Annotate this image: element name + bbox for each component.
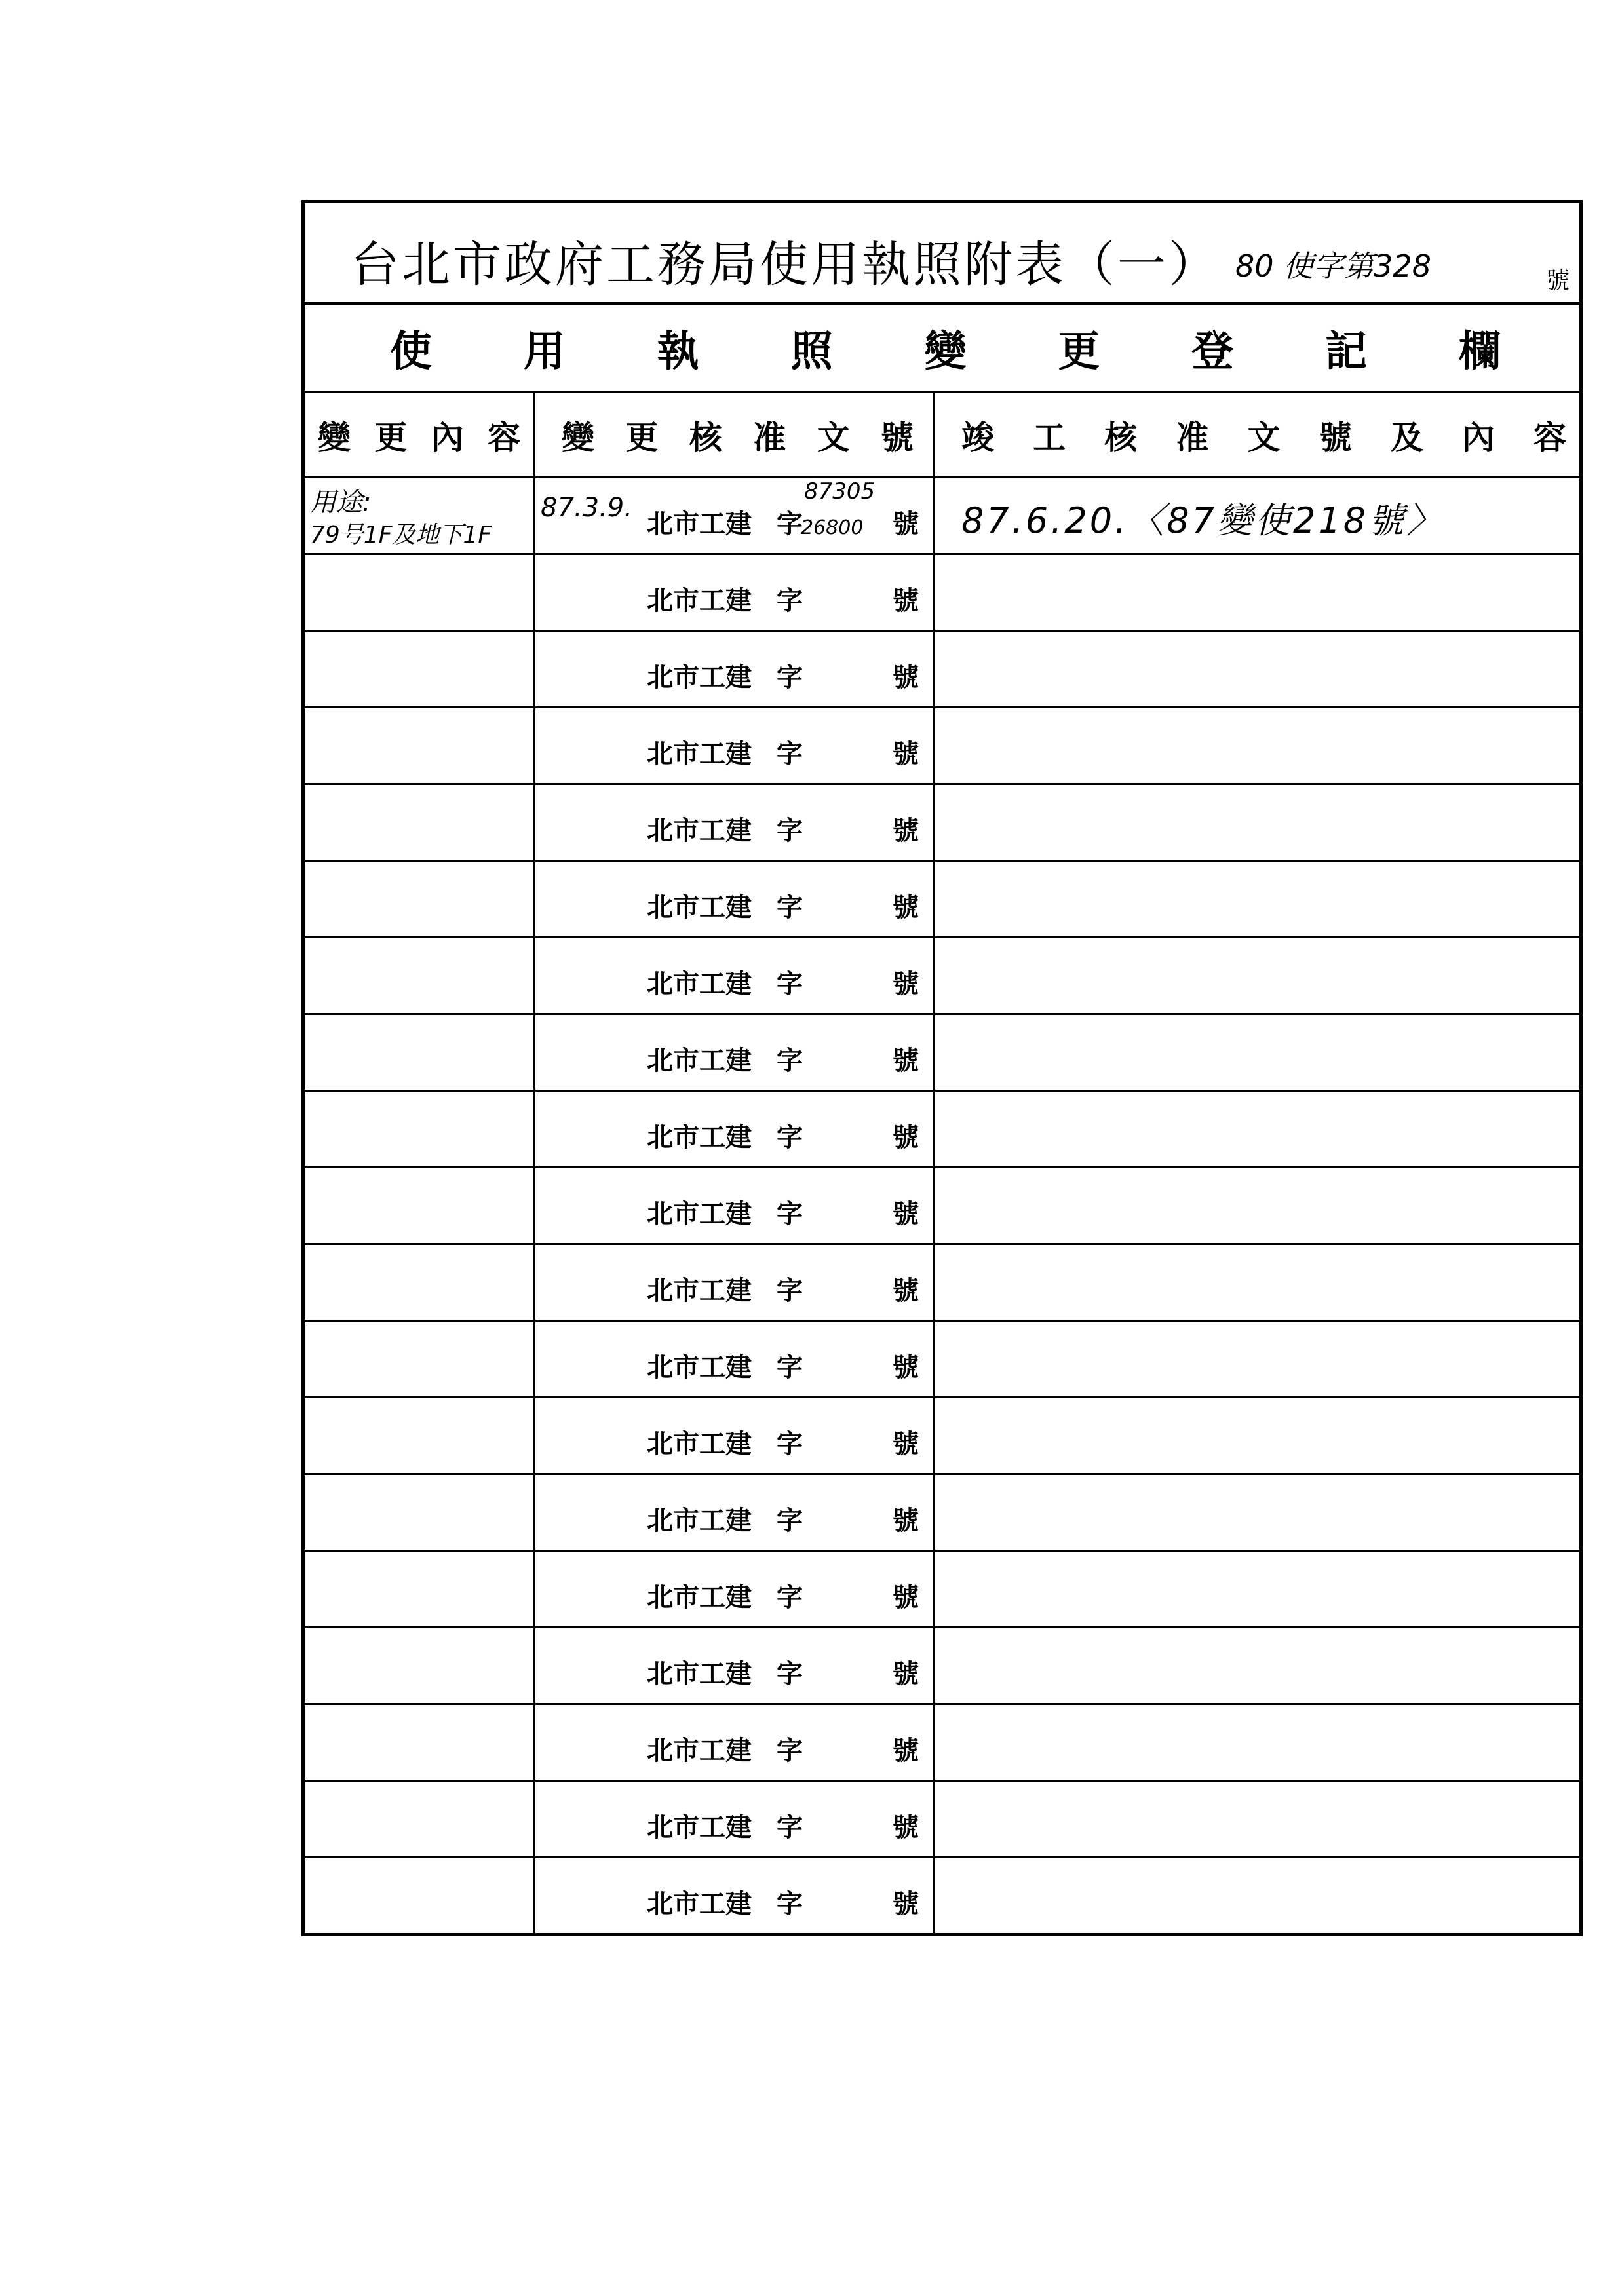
table-row xyxy=(305,555,1579,632)
header-char: 工 xyxy=(1033,417,1066,457)
banner-char: 照 xyxy=(790,326,833,376)
header-change-content xyxy=(305,393,535,476)
permit-appendix-table xyxy=(301,200,1583,1936)
hao-label: 號 xyxy=(893,585,919,616)
header-char: 更 xyxy=(374,417,408,457)
change-content-cell xyxy=(305,1475,535,1550)
zi-label: 字 xyxy=(777,1352,803,1383)
zi-label: 字 xyxy=(777,1505,803,1536)
hao-label: 號 xyxy=(893,1505,919,1536)
hao-label: 號 xyxy=(893,1658,919,1689)
header-char: 內 xyxy=(1461,417,1495,457)
zi-label: 字 xyxy=(777,508,803,539)
office-prefix: 北市工建 xyxy=(647,1352,752,1383)
office-prefix: 北市工建 xyxy=(647,1428,752,1459)
header-completion-approval xyxy=(935,393,1579,476)
completion-cell xyxy=(935,785,1579,860)
change-content-cell xyxy=(305,632,535,706)
office-prefix: 北市工建 xyxy=(647,1812,752,1843)
change-content-cell xyxy=(305,1245,535,1320)
table-row xyxy=(305,1322,1579,1398)
table-row xyxy=(305,1245,1579,1322)
change-register-grid xyxy=(305,393,1579,1935)
office-prefix: 北市工建 xyxy=(647,1505,752,1536)
zi-label: 字 xyxy=(777,1428,803,1459)
completion-cell xyxy=(935,1245,1579,1320)
document-title: 台北市政府工務局使用執照附表（一） xyxy=(351,237,1220,293)
completion-cell xyxy=(935,1628,1579,1703)
handwritten-completion-entry: 87.6.20.〈87變使218號〉 xyxy=(961,500,1445,541)
change-content-cell xyxy=(305,708,535,783)
header-char: 准 xyxy=(753,417,786,457)
completion-cell xyxy=(935,1015,1579,1090)
change-content-cell xyxy=(305,1398,535,1473)
approval-number-cell xyxy=(535,785,935,860)
zi-label: 字 xyxy=(777,1658,803,1689)
zi-label: 字 xyxy=(777,1888,803,1919)
header-char: 變 xyxy=(562,417,594,457)
approval-number-cell xyxy=(535,632,935,706)
permit-number-suffix: 號 xyxy=(1545,267,1570,294)
handwritten-approval-number-bottom: 26800 xyxy=(801,516,864,539)
banner-char: 執 xyxy=(657,326,699,376)
header-char: 文 xyxy=(1247,417,1281,457)
completion-cell xyxy=(935,862,1579,936)
approval-number-cell xyxy=(535,1015,935,1090)
table-row xyxy=(305,1552,1579,1628)
hao-label: 號 xyxy=(893,1582,919,1613)
approval-number-cell xyxy=(535,1552,935,1626)
change-content-cell xyxy=(305,1628,535,1703)
office-prefix: 北市工建 xyxy=(647,1275,752,1306)
table-row xyxy=(305,1628,1579,1705)
office-prefix: 北市工建 xyxy=(647,892,752,923)
hao-label: 號 xyxy=(893,892,919,923)
zi-label: 字 xyxy=(777,738,803,769)
table-row xyxy=(305,1782,1579,1858)
zi-label: 字 xyxy=(777,815,803,846)
change-content-cell xyxy=(305,938,535,1013)
banner-char: 記 xyxy=(1325,326,1368,376)
zi-label: 字 xyxy=(777,1198,803,1229)
approval-number-cell xyxy=(535,1782,935,1856)
office-prefix: 北市工建 xyxy=(647,585,752,616)
header-char: 號 xyxy=(1319,417,1352,457)
change-content-cell xyxy=(305,785,535,860)
title-row xyxy=(305,203,1579,305)
change-register-banner xyxy=(305,305,1579,393)
zi-label: 字 xyxy=(777,585,803,616)
completion-cell xyxy=(935,1782,1579,1856)
header-char: 號 xyxy=(880,417,914,457)
change-content-cell xyxy=(305,1858,535,1935)
change-content-cell xyxy=(305,1092,535,1166)
header-char: 竣 xyxy=(961,417,994,457)
completion-cell xyxy=(935,1858,1579,1935)
banner-char: 更 xyxy=(1058,326,1100,376)
header-char: 容 xyxy=(487,417,520,457)
header-char: 核 xyxy=(689,417,722,457)
office-prefix: 北市工建 xyxy=(647,508,752,539)
header-char: 容 xyxy=(1533,417,1566,457)
handwritten-usage-detail: 79号1F及地下1F xyxy=(310,522,492,548)
approval-number-cell xyxy=(535,1475,935,1550)
zi-label: 字 xyxy=(777,968,803,999)
office-prefix: 北市工建 xyxy=(647,1045,752,1076)
hao-label: 號 xyxy=(893,1735,919,1766)
header-change-approval-number xyxy=(535,393,935,476)
approval-number-cell xyxy=(535,1168,935,1243)
completion-cell xyxy=(935,1475,1579,1550)
table-row xyxy=(305,938,1579,1015)
change-content-cell xyxy=(305,1782,535,1856)
zi-label: 字 xyxy=(777,1812,803,1843)
office-prefix: 北市工建 xyxy=(647,1658,752,1689)
completion-cell xyxy=(935,1168,1579,1243)
table-row xyxy=(305,1168,1579,1245)
handwritten-approval-number-top: 87305 xyxy=(804,478,876,505)
banner-char: 欄 xyxy=(1459,326,1501,376)
completion-cell xyxy=(935,1398,1579,1473)
hao-label: 號 xyxy=(893,968,919,999)
approval-number-cell xyxy=(535,938,935,1013)
completion-cell xyxy=(935,632,1579,706)
office-prefix: 北市工建 xyxy=(647,815,752,846)
banner-char: 登 xyxy=(1191,326,1234,376)
hao-label: 號 xyxy=(893,738,919,769)
office-prefix: 北市工建 xyxy=(647,662,752,693)
office-prefix: 北市工建 xyxy=(647,968,752,999)
banner-char: 使 xyxy=(390,326,432,376)
header-char: 文 xyxy=(817,417,850,457)
zi-label: 字 xyxy=(777,1275,803,1306)
change-content-cell xyxy=(305,1705,535,1780)
completion-cell xyxy=(935,1092,1579,1166)
approval-number-cell xyxy=(535,1398,935,1473)
hao-label: 號 xyxy=(893,1888,919,1919)
permit-number: 80 使字第328 xyxy=(1235,248,1431,284)
approval-number-cell xyxy=(535,1705,935,1780)
hao-label: 號 xyxy=(893,1352,919,1383)
office-prefix: 北市工建 xyxy=(647,1198,752,1229)
approval-number-cell xyxy=(535,1322,935,1396)
header-char: 更 xyxy=(625,417,659,457)
completion-cell xyxy=(935,708,1579,783)
header-row xyxy=(305,393,1579,478)
office-prefix: 北市工建 xyxy=(647,1122,752,1153)
table-row xyxy=(305,862,1579,938)
table-row xyxy=(305,1475,1579,1552)
office-prefix: 北市工建 xyxy=(647,1888,752,1919)
table-row xyxy=(305,708,1579,785)
approval-number-cell xyxy=(535,478,935,553)
completion-cell xyxy=(935,1705,1579,1780)
completion-cell xyxy=(935,938,1579,1013)
approval-number-cell xyxy=(535,1245,935,1320)
hao-label: 號 xyxy=(893,508,919,539)
table-row xyxy=(305,1858,1579,1935)
change-content-cell xyxy=(305,1015,535,1090)
hao-label: 號 xyxy=(893,662,919,693)
approval-number-cell xyxy=(535,708,935,783)
approval-number-cell xyxy=(535,862,935,936)
completion-cell xyxy=(935,1322,1579,1396)
change-content-cell xyxy=(305,862,535,936)
zi-label: 字 xyxy=(777,1582,803,1613)
header-char: 變 xyxy=(318,417,351,457)
table-row xyxy=(305,1705,1579,1782)
hao-label: 號 xyxy=(893,815,919,846)
zi-label: 字 xyxy=(777,1122,803,1153)
zi-label: 字 xyxy=(777,892,803,923)
header-char: 及 xyxy=(1390,417,1423,457)
approval-number-cell xyxy=(535,555,935,630)
completion-cell xyxy=(935,478,1579,553)
zi-label: 字 xyxy=(777,1735,803,1766)
hao-label: 號 xyxy=(893,1045,919,1076)
hao-label: 號 xyxy=(893,1198,919,1229)
header-char: 內 xyxy=(431,417,464,457)
zi-label: 字 xyxy=(777,1045,803,1076)
hao-label: 號 xyxy=(893,1428,919,1459)
banner-char: 變 xyxy=(924,326,967,376)
table-row xyxy=(305,1092,1579,1168)
table-row xyxy=(305,1398,1579,1475)
approval-number-cell xyxy=(535,1858,935,1935)
hao-label: 號 xyxy=(893,1122,919,1153)
completion-cell xyxy=(935,555,1579,630)
table-row xyxy=(305,632,1579,708)
banner-char: 用 xyxy=(523,326,566,376)
completion-cell xyxy=(935,1552,1579,1626)
zi-label: 字 xyxy=(777,662,803,693)
hao-label: 號 xyxy=(893,1812,919,1843)
office-prefix: 北市工建 xyxy=(647,1735,752,1766)
change-content-cell xyxy=(305,1322,535,1396)
change-content-cell xyxy=(305,478,535,553)
change-content-cell xyxy=(305,555,535,630)
approval-number-cell xyxy=(535,1628,935,1703)
approval-number-cell xyxy=(535,1092,935,1166)
table-row xyxy=(305,1015,1579,1092)
office-prefix: 北市工建 xyxy=(647,738,752,769)
handwritten-usage-label: 用途: xyxy=(310,488,372,518)
change-content-cell xyxy=(305,1168,535,1243)
header-char: 核 xyxy=(1104,417,1138,457)
change-content-cell xyxy=(305,1552,535,1626)
office-prefix: 北市工建 xyxy=(647,1582,752,1613)
handwritten-approval-date: 87.3.9. xyxy=(541,493,632,523)
hao-label: 號 xyxy=(893,1275,919,1306)
header-char: 准 xyxy=(1176,417,1209,457)
table-row xyxy=(305,785,1579,862)
table-row xyxy=(305,478,1579,555)
